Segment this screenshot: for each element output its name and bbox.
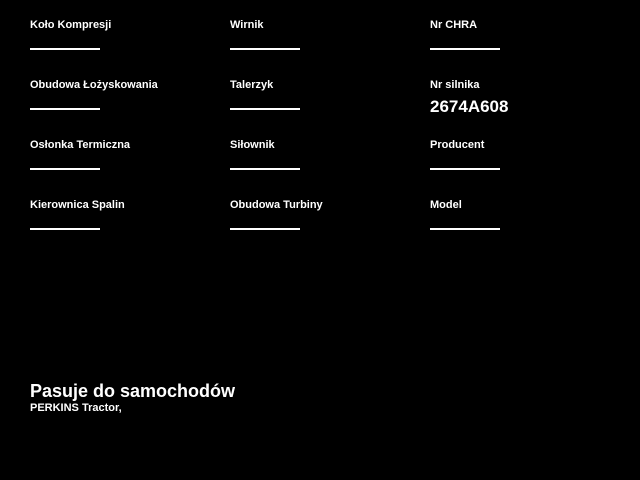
field-underline xyxy=(30,228,100,230)
field-underline xyxy=(430,168,500,170)
field-underline xyxy=(30,48,100,50)
field-wirnik xyxy=(230,19,420,50)
field-label: Obudowa Łożyskowania xyxy=(30,79,158,91)
field-model xyxy=(430,199,620,230)
field-label: Osłonka Termiczna xyxy=(30,139,131,151)
field-obudowa-lozyskowania xyxy=(30,79,220,110)
field-label: Siłownik xyxy=(230,139,275,151)
field-label: Producent xyxy=(430,139,485,151)
field-underline xyxy=(430,48,500,50)
field-underline xyxy=(230,228,300,230)
fits-items: PERKINS Tractor, xyxy=(30,402,122,414)
field-label: Wirnik xyxy=(230,19,264,31)
field-nr-chra xyxy=(430,19,620,50)
field-kolo-kompresji xyxy=(30,19,220,50)
field-label: Model xyxy=(430,199,462,211)
field-underline xyxy=(30,168,100,170)
fits-section xyxy=(30,382,235,415)
field-value: 2674A608 xyxy=(430,97,509,116)
field-label: Nr silnika xyxy=(430,79,480,91)
field-underline xyxy=(430,228,500,230)
field-underline xyxy=(230,108,300,110)
field-underline xyxy=(230,168,300,170)
field-obudowa-turbiny xyxy=(230,199,420,230)
field-kierownica-spalin xyxy=(30,199,220,230)
field-label: Talerzyk xyxy=(230,79,274,91)
field-label: Kierownica Spalin xyxy=(30,199,125,211)
field-underline xyxy=(230,48,300,50)
field-silownik xyxy=(230,139,420,170)
field-label: Obudowa Turbiny xyxy=(230,199,323,211)
field-producent xyxy=(430,139,620,170)
field-nr-silnika xyxy=(430,79,620,116)
field-label: Koło Kompresji xyxy=(30,19,112,31)
field-talerzyk xyxy=(230,79,420,110)
field-label: Nr CHRA xyxy=(430,19,478,31)
fits-heading: Pasuje do samochodów xyxy=(30,381,236,401)
field-underline xyxy=(30,108,100,110)
field-oslonka-termiczna xyxy=(30,139,220,170)
